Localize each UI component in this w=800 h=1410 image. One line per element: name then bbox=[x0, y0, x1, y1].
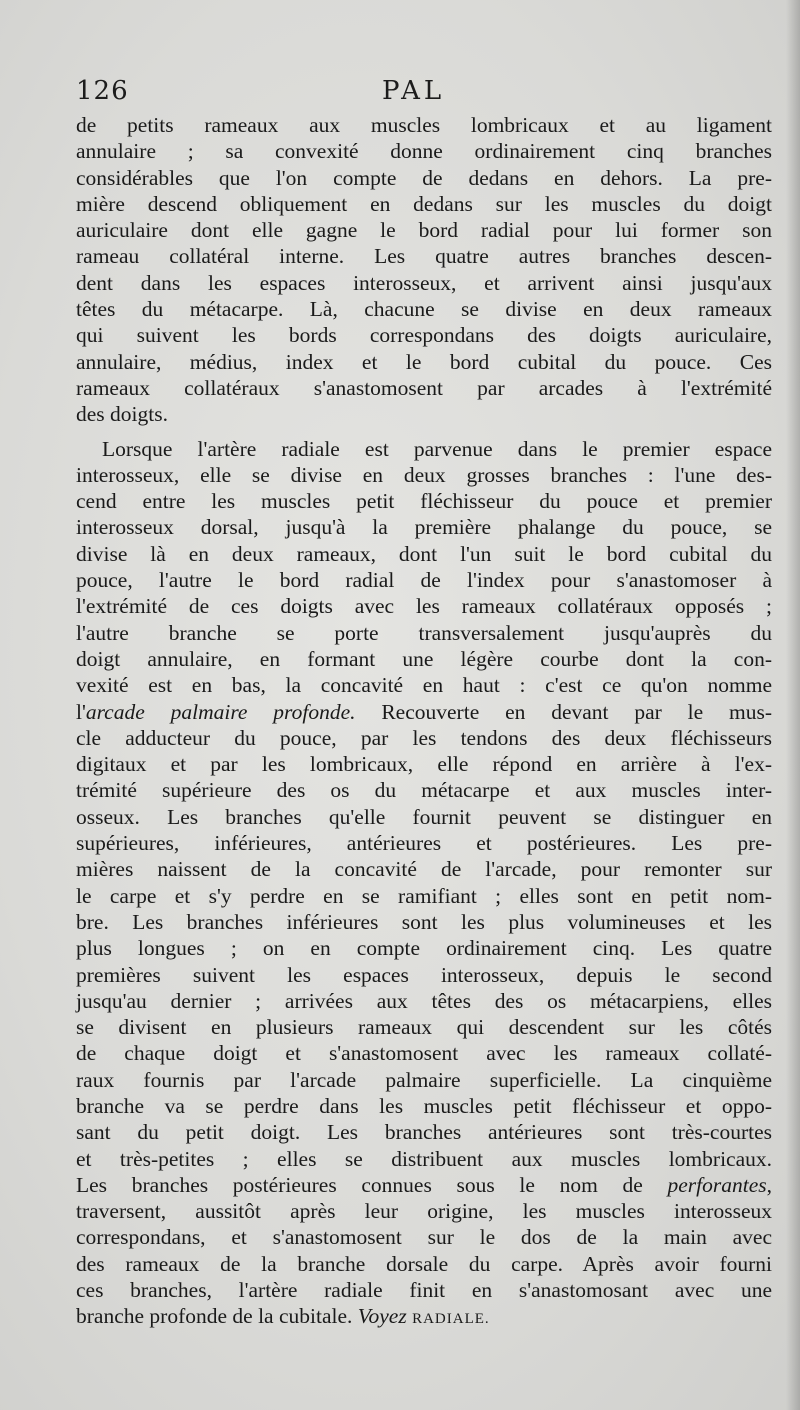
text-line: annulaire, médius, index et le bord cubital du pouce. Ces bbox=[76, 349, 772, 374]
text-line: cend entre les muscles petit fléchisseur du pouce et premier bbox=[76, 489, 772, 514]
text-line-final bbox=[76, 1303, 772, 1329]
text-line: des rameaux de la branche dorsale du carpe. Après avoir fourni bbox=[76, 1251, 772, 1276]
running-head: PAL bbox=[382, 76, 446, 106]
text-line: Lorsque l'artère radiale est parvenue dans le premier espace bbox=[102, 436, 772, 461]
text-line: bre. Les branches inférieures sont les plus volumineuses et les bbox=[76, 909, 772, 934]
text-line: raux fournis par l'arcade palmaire superficielle. La cinquième bbox=[76, 1067, 772, 1092]
text-line: auriculaire dont elle gagne le bord radial pour lui former son bbox=[76, 218, 772, 243]
text-line: mière descend obliquement en dedans sur les muscles du doigt bbox=[76, 191, 772, 216]
text-line: traversent, aussitôt après leur origine, les muscles interosseux bbox=[76, 1199, 772, 1224]
text-line: correspondans, et s'anastomosent sur le dos de la main avec bbox=[76, 1225, 772, 1250]
voyez-target: RADIALE. bbox=[412, 1311, 490, 1328]
text-line: cle adducteur du pouce, par les tendons des deux fléchisseurs bbox=[76, 725, 772, 750]
text-line: divise là en deux rameaux, dont l'un suit le bord cubital du bbox=[76, 541, 772, 566]
page-number: 126 bbox=[76, 76, 129, 106]
page-header bbox=[76, 76, 766, 110]
body-text bbox=[76, 112, 772, 1330]
final-prefix: branche profonde de la cubitale. bbox=[76, 1304, 358, 1329]
paragraph-gap bbox=[76, 428, 772, 436]
text-line: rameaux collatéraux s'anastomosent par arcades à l'extrémité bbox=[76, 375, 772, 400]
text-line: rameau collatéral interne. Les quatre autres branches descen- bbox=[76, 244, 772, 269]
page-edge-shadow bbox=[786, 0, 800, 1410]
text-line: ces branches, l'artère radiale finit en s'anastomosant avec une bbox=[76, 1278, 772, 1303]
text-line: premières suivent les espaces interosseux, depuis le second bbox=[76, 962, 772, 987]
text-line: et très-petites ; elles se distribuent aux muscles lombricaux. bbox=[76, 1146, 772, 1171]
paragraph-2-part-b bbox=[76, 725, 772, 1172]
text-line: interosseux dorsal, jusqu'à la première phalange du pouce, se bbox=[76, 515, 772, 540]
text-line: vexité est en bas, la concavité en haut : c'est ce qu'on nomme bbox=[76, 673, 772, 698]
voyez-word: Voyez bbox=[357, 1304, 407, 1329]
arcade-term: arcade palmaire profonde. bbox=[85, 699, 356, 724]
text-line: annulaire ; sa convexité donne ordinairement cinq branches bbox=[76, 139, 772, 164]
arcade-rest: Recouverte en devant par le mus- bbox=[355, 699, 773, 724]
text-line: supérieures, inférieures, antérieures et postérieures. Les pre- bbox=[76, 831, 772, 856]
text-line: le carpe et s'y perdre en se ramifiant ; elles sont en petit nom- bbox=[76, 883, 772, 908]
text-line: mières naissent de la concavité de l'arcade, pour remonter sur bbox=[76, 857, 772, 882]
text-line: plus longues ; on en compte ordinairement cinq. Les quatre bbox=[76, 936, 772, 961]
paragraph-2-part-c bbox=[76, 1198, 772, 1303]
text-line: se divisent en plusieurs rameaux qui descendent sur les côtés bbox=[76, 1015, 772, 1040]
perforantes-prefix: Les branches postérieures connues sous le nom de bbox=[76, 1172, 668, 1197]
arcade-prefix: l' bbox=[76, 699, 86, 724]
text-line: considérables que l'on compte de dedans en dehors. La pre- bbox=[76, 165, 772, 190]
text-line: pouce, l'autre le bord radial de l'index pour s'anastomoser à bbox=[76, 568, 772, 593]
paragraph-2-part-a bbox=[76, 436, 772, 699]
perforantes-suffix: , bbox=[766, 1172, 772, 1197]
paragraph-2 bbox=[76, 436, 772, 1330]
perforantes-term: perforantes bbox=[667, 1172, 767, 1197]
text-line: l'extrémité de ces doigts avec les rameaux collatéraux opposés ; bbox=[76, 594, 772, 619]
text-line: sant du petit doigt. Les branches antérieures sont très-courtes bbox=[76, 1120, 772, 1145]
text-line: branche va se perdre dans les muscles petit fléchisseur et oppo- bbox=[76, 1093, 772, 1118]
text-line: osseux. Les branches qu'elle fournit peuvent se distinguer en bbox=[76, 804, 772, 829]
text-line: trémité supérieure des os du métacarpe et aux muscles inter- bbox=[76, 778, 772, 803]
text-line: des doigts. bbox=[76, 402, 168, 427]
text-line: l'autre branche se porte transversalement jusqu'auprès du bbox=[76, 620, 772, 645]
paragraph-1 bbox=[76, 112, 772, 428]
text-line: dent dans les espaces interosseux, et arrivent ainsi jusqu'aux bbox=[76, 270, 772, 295]
text-line-arcade bbox=[76, 699, 772, 725]
text-line: de petits rameaux aux muscles lombricaux et au ligament bbox=[76, 113, 772, 137]
text-line: qui suivent les bords correspondans des doigts auriculaire, bbox=[76, 323, 772, 348]
text-line-perforantes bbox=[76, 1172, 772, 1198]
text-line: interosseux, elle se divise en deux grosses branches : l'une des- bbox=[76, 462, 772, 487]
text-line: doigt annulaire, en formant une légère courbe dont la con- bbox=[76, 646, 772, 671]
text-line: digitaux et par les lombricaux, elle répond en arrière à l'ex- bbox=[76, 752, 772, 777]
text-line: de chaque doigt et s'anastomosent avec les rameaux collaté- bbox=[76, 1041, 772, 1066]
text-line: jusqu'au dernier ; arrivées aux têtes des os métacarpiens, elles bbox=[76, 988, 772, 1013]
text-line: têtes du métacarpe. Là, chacune se divise en deux rameaux bbox=[76, 297, 772, 322]
